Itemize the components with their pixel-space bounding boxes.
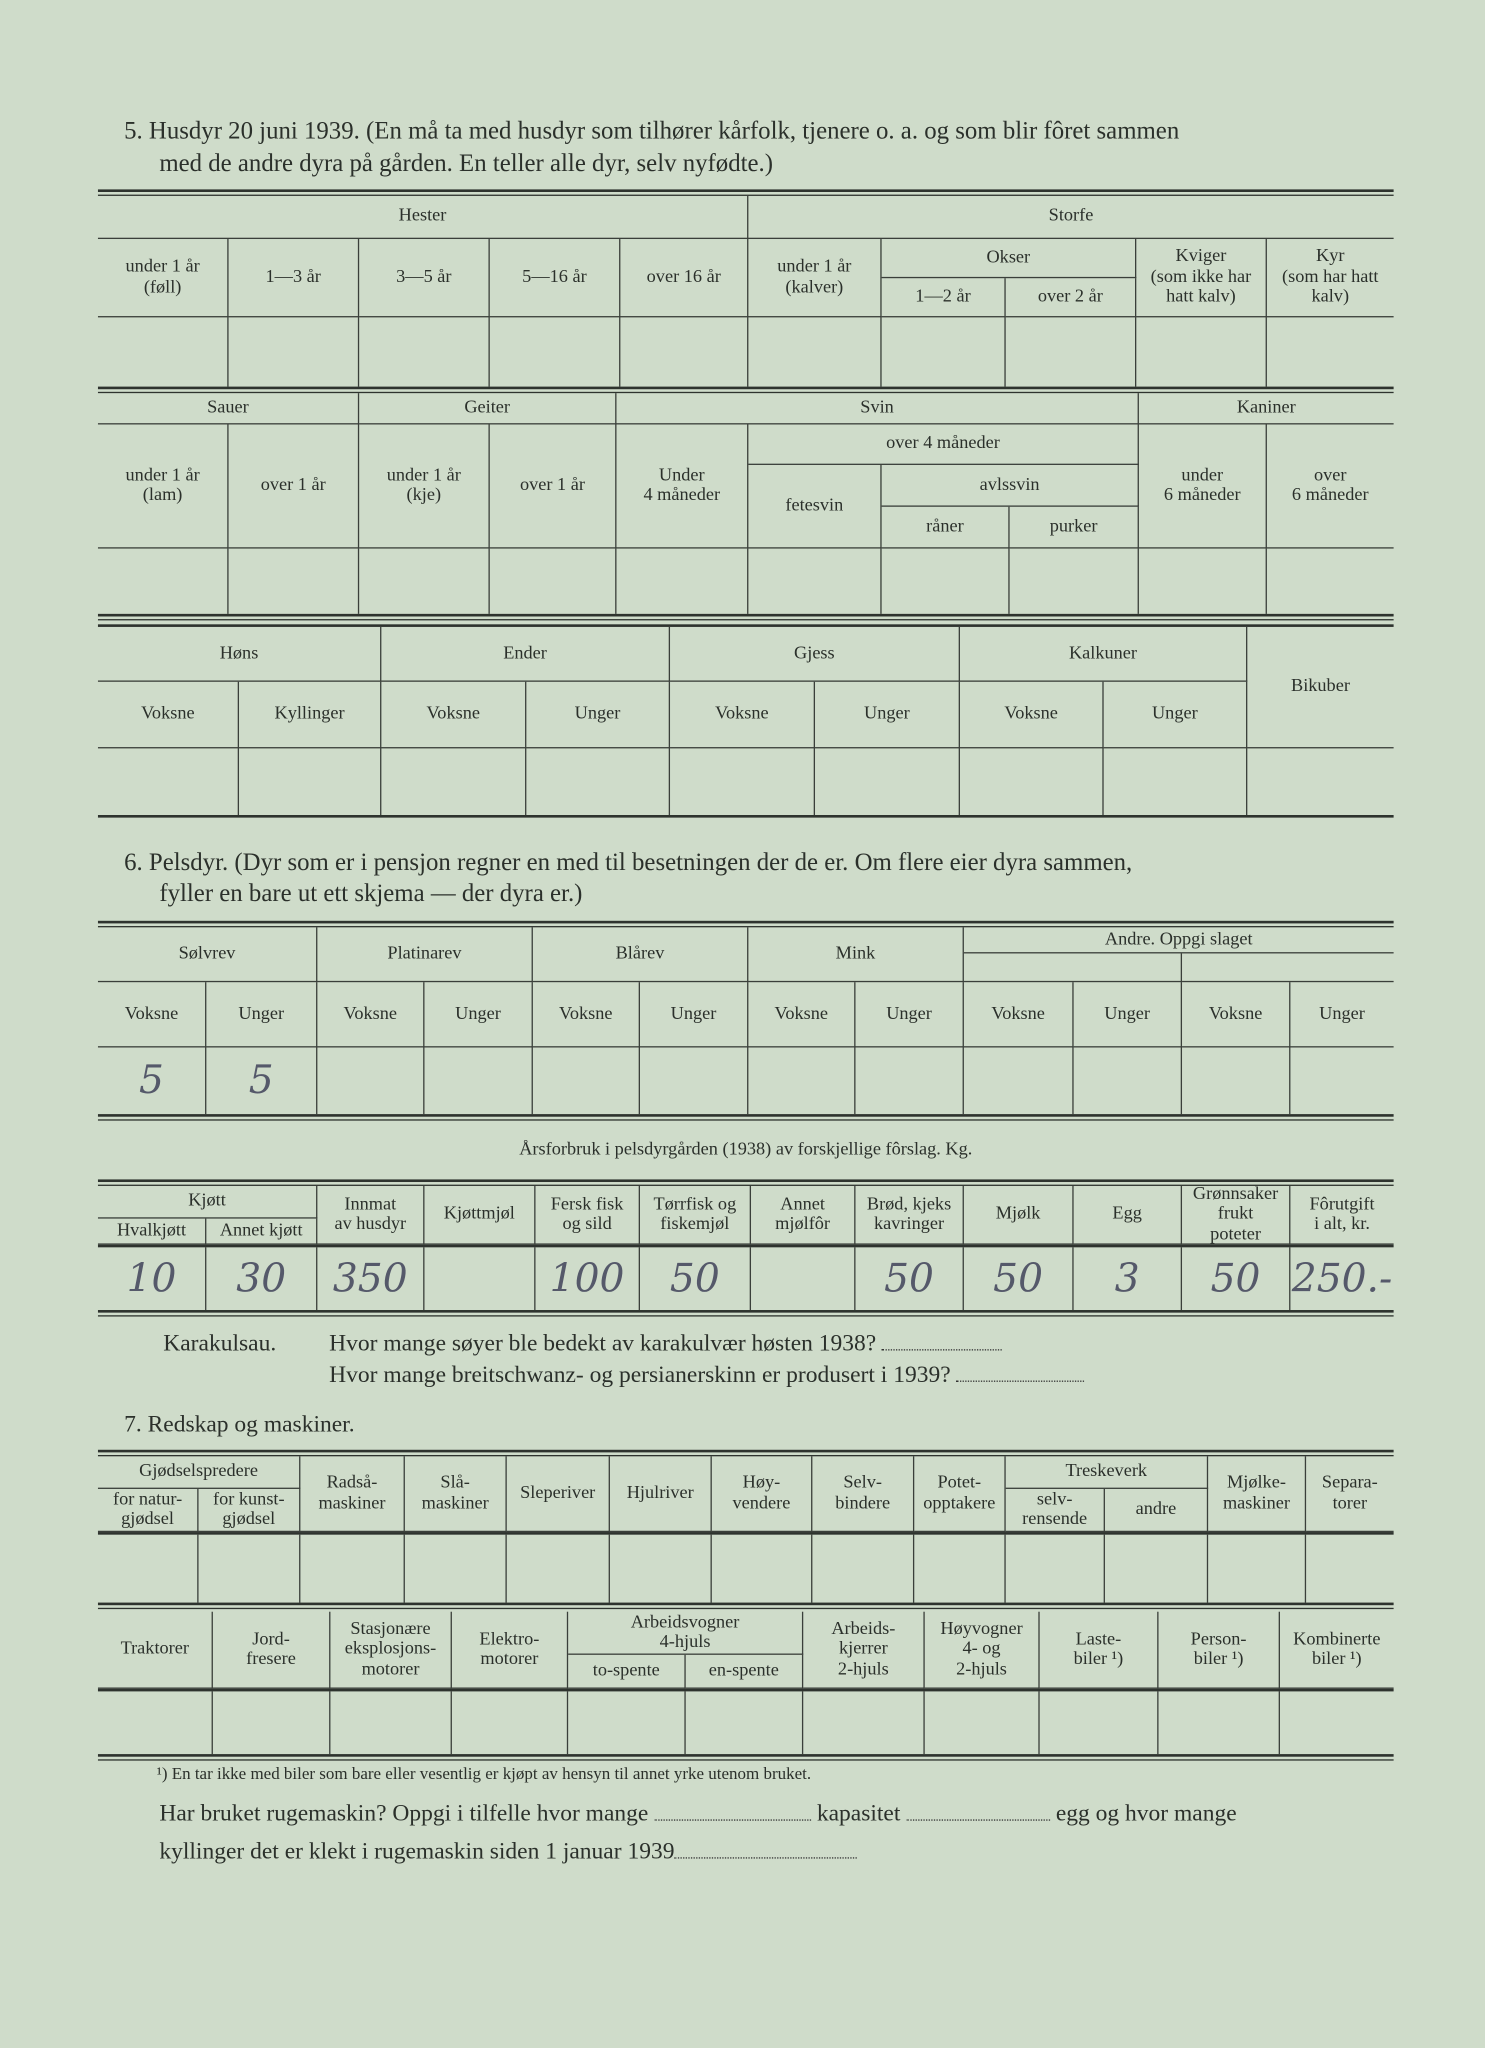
table-rule [98,1450,1394,1457]
forbruk-value-0[interactable]: 10 [98,1247,206,1310]
maskiner-input-7[interactable] [925,1691,1040,1754]
smaadyr-input-3[interactable] [490,549,617,614]
section5-line2: med de andre dyra på gården. En teller alle dyr, selv nyfødte.) [159,150,773,178]
col-header-fjorfe-2: Voksne [381,682,526,749]
col-header-forbruk-8: Mjølk [964,1186,1074,1245]
header-hester: Hester [98,196,748,239]
col-header-maskiner-10: Kombinerte biler ¹) [1280,1612,1394,1689]
col-header-husdyr-4: over 16 år [620,239,748,317]
col-header-maskiner-5: en-spente [686,1655,804,1689]
fjorfe-input-7[interactable] [1104,748,1248,815]
header-kaniner: Kaniner [1139,393,1394,424]
maskiner-input-8[interactable] [1040,1691,1159,1754]
col-header-husdyr-1: 1—3 år [229,239,360,317]
husdyr-input-6[interactable] [882,317,1006,386]
col-header-pelsdyr-7: Unger [855,982,963,1047]
col-header-forbruk-2: Innmat av husdyr [317,1186,424,1245]
col-header-forbruk-0: Hvalkjøtt [98,1219,206,1245]
forbruk-value-6[interactable] [751,1247,855,1310]
col-header-redskap-12: Separa- torer [1306,1456,1394,1532]
smaadyr-input-4[interactable] [616,549,748,614]
forbruk-value-1[interactable]: 30 [206,1247,317,1310]
forbruk-value-5[interactable]: 50 [640,1247,751,1310]
kapasitet-label: kapasitet [816,1799,901,1826]
col-header-redskap-3: Slå- maskiner [405,1456,507,1532]
col-header-maskiner-9: Person- biler ¹) [1159,1612,1280,1689]
col-header-maskiner-8: Laste- biler ¹) [1040,1612,1159,1689]
col-header-smaadyr-8: under 6 måneder [1139,424,1267,548]
col-header-forbruk-6: Annet mjølfôr [751,1186,855,1245]
table-rule [98,189,1394,196]
col-header-maskiner-1: Jord- freserе [213,1612,331,1689]
col-header-maskiner-4: to-spente [568,1655,686,1689]
kapasitet-field[interactable] [906,1818,1050,1821]
col-header-pelsdyr-3: Unger [424,982,532,1047]
husdyr-input-0[interactable] [98,317,229,386]
forbruk-value-9[interactable]: 3 [1074,1247,1182,1310]
col-header-redskap-11: Mjølke- maskiner [1208,1456,1306,1532]
col-header-forbruk-7: Brød, kjeks kavringer [855,1186,963,1245]
maskiner-input-4[interactable] [568,1691,686,1754]
col-header-redskap-9: selv- rensende [1006,1489,1105,1532]
col-header-smaadyr-2: under 1 år (kje) [359,424,490,548]
fjorfe-input-2[interactable] [381,748,526,815]
col-header-pelsdyr-6: Voksne [748,982,855,1047]
header-treskeverk: Treskeverk [1006,1456,1208,1489]
col-header-pelsdyr-1: Unger [206,982,317,1047]
pelsdyr-value-2[interactable] [317,1047,424,1114]
pelsdyr-value-11[interactable] [1290,1047,1393,1114]
pelsdyr-value-6[interactable] [748,1047,855,1114]
husdyr-input-1[interactable] [229,317,360,386]
col-header-redskap-4: Sleperiver [507,1456,610,1532]
col-header-pelsdyr-11: Unger [1290,982,1393,1047]
col-header-pelsdyr-0: Voksne [98,982,206,1047]
redskap-input-2[interactable] [300,1535,404,1603]
header-gjodselspredere: Gjødselspredere [98,1456,300,1489]
pelsdyr-value-10[interactable] [1182,1047,1290,1114]
rugemaskin-line2 [159,1838,857,1865]
smaadyr-input-9[interactable] [1267,549,1394,614]
smaadyr-input-5[interactable] [748,549,881,614]
col-header-smaadyr-1: over 1 år [229,424,360,548]
redskap-input-1[interactable] [199,1535,301,1603]
col-header-maskiner-6: Arbeids- kjerrer 2-hjuls [803,1612,924,1689]
header-fjorfe-3: Kalkuner [960,627,1247,682]
rugemaskin-question: Har bruket rugemaskin? Oppgi i tilfelle hvor mange [159,1799,649,1826]
table-rule [98,1754,1394,1761]
col-header-fjorfe-4: Voksne [670,682,815,749]
header-pelsdyr-3: Mink [748,927,964,982]
col-header-forbruk-5: Tørrfisk og fiskemjøl [640,1186,751,1245]
col-header-forbruk-1: Annet kjøtt [206,1219,317,1245]
maskiner-input-1[interactable] [213,1691,331,1754]
husdyr-input-8[interactable] [1136,317,1267,386]
andre-slag-field-1[interactable] [964,953,1182,982]
fjorfe-input-5[interactable] [815,748,960,815]
col-header-redskap-10: andre [1105,1489,1208,1532]
pelsdyr-value-5[interactable] [640,1047,748,1114]
header-arbeidsvogner: Arbeidsvogner 4-hjuls [568,1612,803,1655]
rugemaskin-count-field[interactable] [654,1818,811,1821]
col-header-redskap-6: Høy- vendere [712,1456,813,1532]
col-header-pelsdyr-5: Unger [640,982,748,1047]
redskap-input-10[interactable] [1105,1535,1208,1603]
table-rule [98,614,1394,621]
header-andre: Andre. Oppgi slaget [964,927,1394,953]
karakulsau-label: Karakulsau. [163,1329,277,1356]
maskiner-input-6[interactable] [803,1691,924,1754]
header-kjott: Kjøtt [98,1186,317,1219]
smaadyr-input-7[interactable] [1010,549,1139,614]
table-rule [98,624,1394,627]
smaadyr-input-0[interactable] [98,549,229,614]
forbruk-caption: Årsforbruk i pelsdyrgården (1938) av forskjellige fôrslag. Kg. [519,1140,973,1160]
husdyr-input-2[interactable] [359,317,490,386]
header-geiter: Geiter [359,393,616,424]
col-header-redskap-7: Selv- bindere [812,1456,914,1532]
table-rule [98,921,1394,928]
redskap-input-12[interactable] [1306,1535,1394,1603]
col-header-husdyr-2: 3—5 år [359,239,490,317]
maskiner-input-0[interactable] [98,1691,213,1754]
col-header-husdyr-3: 5—16 år [490,239,621,317]
col-header-pelsdyr-9: Unger [1074,982,1182,1047]
forbruk-value-10[interactable]: 50 [1182,1247,1290,1310]
pelsdyr-value-9[interactable] [1074,1047,1182,1114]
maskiner-input-2[interactable] [330,1691,451,1754]
col-header-husdyr-0: under 1 år (føll) [98,239,229,317]
table-rule [98,1603,1394,1610]
col-header-pelsdyr-2: Voksne [317,982,424,1047]
col-header-smaadyr-0: under 1 år (lam) [98,424,229,548]
husdyr-input-5[interactable] [748,317,881,386]
smaadyr-input-1[interactable] [229,549,360,614]
kyllinger-field[interactable] [674,1856,857,1859]
col-header-maskiner-2: Stasjonære eksplosjons- motorer [330,1612,451,1689]
footnote: ¹) En tar ikke med biler som bare eller vesentlig er kjøpt av hensyn til annet yrke utenom bruket. [156,1763,812,1783]
col-header-husdyr-7: over 2 år [1006,278,1137,317]
redskap-input-7[interactable] [812,1535,914,1603]
fjorfe-input-0[interactable] [98,748,239,815]
section6-line2: fyller en bare ut ett skjema — der dyra er.) [159,880,583,908]
forbruk-value-2[interactable]: 350 [317,1247,424,1310]
header-avlssvin: avlssvin [882,465,1139,507]
col-header-pelsdyr-10: Voksne [1182,982,1290,1047]
header-pelsdyr-2: Blårev [533,927,749,982]
col-header-redskap-0: for natur- gjødsel [98,1489,199,1532]
table-rule [98,1114,1394,1121]
table-rule [98,1532,1394,1535]
col-header-husdyr-9: Kyr (som har hatt kalv) [1267,239,1394,317]
col-header-smaadyr-9: over 6 måneder [1267,424,1394,548]
forbruk-value-8[interactable]: 50 [964,1247,1074,1310]
pelsdyr-value-7[interactable] [855,1047,963,1114]
karakulsau-q2-field[interactable] [957,1379,1085,1382]
col-header-redskap-5: Hjulriver [610,1456,712,1532]
header-fjorfe-0: Høns [98,627,381,682]
col-header-smaadyr-6: råner [882,507,1010,549]
header-okser: Okser [882,239,1137,278]
fjorfe-input-4[interactable] [670,748,815,815]
smaadyr-input-2[interactable] [359,549,490,614]
husdyr-input-3[interactable] [490,317,621,386]
col-header-smaadyr-5: fetesvin [748,465,881,549]
karakulsau-q1-text: Hvor mange søyer ble bedekt av karakulvær høsten 1938? [329,1329,877,1356]
table-rule [98,1310,1394,1317]
husdyr-input-4[interactable] [620,317,748,386]
col-header-forbruk-4: Fersk fisk og sild [536,1186,640,1245]
fjorfe-input-6[interactable] [960,748,1104,815]
col-header-fjorfe-7: Unger [1104,682,1248,749]
egg-label: egg og hvor mange [1055,1799,1237,1826]
col-header-husdyr-5: under 1 år (kalver) [748,239,881,317]
col-header-maskiner-7: Høyvogner 4- og 2-hjuls [925,1612,1040,1689]
col-header-forbruk-10: Grønnsaker frukt poteter [1182,1186,1290,1245]
col-header-forbruk-9: Egg [1074,1186,1182,1245]
forbruk-value-11[interactable]: 250.- [1291,1255,1393,1302]
redskap-input-0[interactable] [98,1535,199,1603]
maskiner-input-9[interactable] [1159,1691,1280,1754]
table-rule [98,1179,1394,1186]
col-header-pelsdyr-4: Voksne [533,982,640,1047]
fjorfe-input-bikuber[interactable] [1247,748,1393,815]
col-header-fjorfe-5: Unger [815,682,960,749]
husdyr-input-9[interactable] [1267,317,1394,386]
karakulsau-q2-text: Hvor mange breitschwanz- og persianerskinn er produsert i 1939? [329,1360,951,1388]
redskap-input-11[interactable] [1208,1535,1306,1603]
col-header-redskap-8: Potet- opptakere [914,1456,1005,1532]
col-header-fjorfe-6: Voksne [960,682,1104,749]
section6-line1: 6. Pelsdyr. (Dyr som er i pensjon regner en med til besetningen der de er. Om flere eier dyra sammen, [124,848,1133,877]
header-storfe: Storfe [748,196,1393,239]
col-header-redskap-2: Radså- maskiner [300,1456,404,1532]
table-rule [98,1689,1394,1692]
col-header-fjorfe-1: Kyllinger [239,682,381,749]
karakulsau-q1 [329,1330,1002,1357]
header-svin: Svin [616,393,1138,424]
smaadyr-input-6[interactable] [882,549,1010,614]
pelsdyr-value-4[interactable] [533,1047,640,1114]
header-pelsdyr-0: Sølvrev [98,927,317,982]
maskiner-input-3[interactable] [452,1691,568,1754]
col-header-forbruk-3: Kjøttmjøl [424,1186,535,1245]
pelsdyr-value-8[interactable] [964,1047,1074,1114]
col-header-fjorfe-0: Voksne [98,682,239,749]
col-header-maskiner-0: Traktorer [98,1612,213,1689]
redskap-input-4[interactable] [507,1535,610,1603]
redskap-input-9[interactable] [1006,1535,1105,1603]
header-sauer: Sauer [98,393,359,424]
col-header-husdyr-6: 1—2 år [882,278,1006,317]
redskap-input-6[interactable] [712,1535,813,1603]
col-header-maskiner-3: Elektro- motorer [452,1612,568,1689]
col-header-fjorfe-3: Unger [526,682,670,749]
section7-title: 7. Redskap og maskiner. [124,1410,355,1437]
fjorfe-input-1[interactable] [239,748,381,815]
section5-line1: 5. Husdyr 20 juni 1939. (En må ta med husdyr som tilhører kårfolk, tjenere o. a. og som blir fôret sammen [124,117,1180,145]
forbruk-value-7[interactable]: 50 [855,1247,963,1310]
redskap-input-3[interactable] [405,1535,507,1603]
pelsdyr-value-1[interactable]: 5 [206,1047,317,1114]
pelsdyr-value-3[interactable] [424,1047,532,1114]
col-header-husdyr-8: Kviger (som ikke har hatt kalv) [1136,239,1267,317]
fjorfe-input-3[interactable] [526,748,670,815]
table-rule [98,815,1394,818]
rugemaskin-line1 [159,1800,1236,1827]
maskiner-input-10[interactable] [1280,1691,1394,1754]
header-fjorfe-2: Gjess [670,627,960,682]
header-fjorfe-1: Ender [381,627,670,682]
redskap-input-8[interactable] [914,1535,1005,1603]
col-header-pelsdyr-8: Voksne [964,982,1074,1047]
col-header-smaadyr-7: purker [1010,507,1139,549]
maskiner-input-5[interactable] [686,1691,804,1754]
col-header-smaadyr-4: Under 4 måneder [616,424,748,548]
karakulsau-q2 [329,1361,1084,1388]
header-bikuber: Bikuber [1247,627,1393,748]
forbruk-value-4[interactable]: 100 [536,1247,640,1310]
table-rule [98,1245,1394,1248]
husdyr-input-7[interactable] [1006,317,1137,386]
col-header-forbruk-11: Fôrutgift i alt, kr. [1290,1186,1393,1245]
pelsdyr-value-0[interactable]: 5 [98,1047,206,1114]
smaadyr-input-8[interactable] [1139,549,1267,614]
kyllinger-label: kyllinger det er klekt i rugemaskin siden 1 januar 1939 [159,1837,675,1864]
redskap-input-5[interactable] [610,1535,712,1603]
col-header-smaadyr-3: over 1 år [490,424,617,548]
forbruk-value-3[interactable] [424,1247,535,1310]
header-over-4-maaneder: over 4 måneder [748,424,1139,464]
andre-slag-field-2[interactable] [1182,953,1394,982]
karakulsau-q1-field[interactable] [882,1348,1002,1351]
header-pelsdyr-1: Platinarev [317,927,533,982]
col-header-redskap-1: for kunst- gjødsel [199,1489,301,1532]
